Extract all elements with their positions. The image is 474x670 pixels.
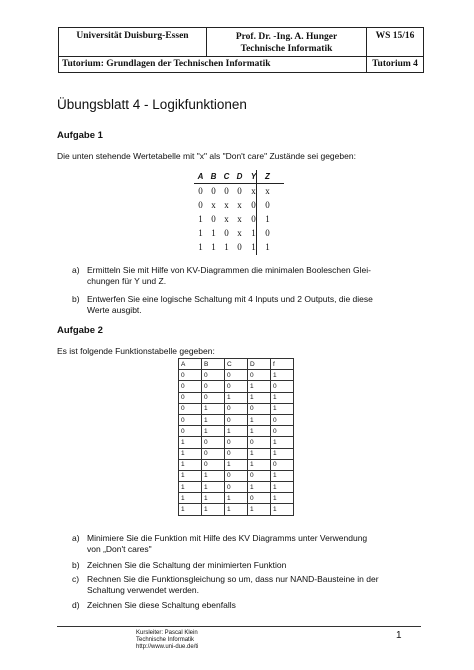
truth-table-1-header-cell: C [223, 172, 230, 181]
function-table-cell: 1 [179, 448, 202, 459]
function-table-header-cell: C [225, 359, 248, 370]
task1-heading: Aufgabe 1 [57, 130, 103, 141]
semester: WS 15/16 [375, 31, 415, 41]
function-table-cell: 1 [225, 493, 248, 504]
item-text-line1: Minimiere Sie die Funktion mit Hilfe des KV Diagramms unter Verwendung [87, 533, 368, 543]
item-text-line1: Zeichnen Sie die Schaltung der minimierten Funktion [87, 560, 287, 570]
function-table-cell: 1 [271, 504, 294, 515]
item-text-line2: Schaltung verwendet werden. [87, 584, 199, 595]
truth-table-1-cell: 0 [251, 200, 256, 210]
function-table-cell: 0 [202, 381, 225, 392]
function-table-row [179, 426, 294, 437]
truth-table-1-divider [256, 170, 257, 255]
function-table-cell: 1 [202, 504, 225, 515]
function-table-cell: 1 [271, 493, 294, 504]
function-table-row [179, 370, 294, 381]
function-table-cell: 1 [248, 392, 271, 403]
function-table-cell: 1 [202, 482, 225, 493]
function-table-row [179, 392, 294, 403]
function-table-cell: 0 [225, 448, 248, 459]
function-table-cell: 1 [248, 504, 271, 515]
truth-table-1-cell: 1 [198, 242, 203, 252]
function-table [178, 358, 294, 516]
function-table-cell: 0 [202, 437, 225, 448]
truth-table-1-header [194, 170, 284, 184]
function-table-cell: 1 [179, 504, 202, 515]
function-table-cell: 1 [248, 426, 271, 437]
function-table-cell: 0 [225, 403, 248, 414]
function-table-cell: 1 [225, 392, 248, 403]
function-table-cell: 0 [225, 437, 248, 448]
truth-table-1-cell: 1 [224, 242, 229, 252]
item-text-line1: Ermitteln Sie mit Hilfe von KV-Diagrammen die minimalen Booleschen Glei- [87, 265, 371, 275]
function-table-row [179, 504, 294, 515]
task2-item-c [72, 574, 422, 596]
truth-table-1-cell: 1 [251, 228, 256, 238]
truth-table-1-header-cell: Z [265, 172, 270, 181]
function-table-header-cell: f [271, 359, 294, 370]
truth-table-1-cell: 0 [251, 214, 256, 224]
sheet-title: Übungsblatt 4 - Logikfunktionen [57, 97, 247, 112]
truth-table-1-cell: x [237, 228, 242, 238]
function-table-row [179, 482, 294, 493]
function-table-cell: 1 [248, 448, 271, 459]
function-table-cell: 1 [179, 459, 202, 470]
truth-table-1-cell: 1 [251, 242, 256, 252]
footer-divider [57, 626, 421, 627]
task2-intro: Es ist folgende Funktionstabelle gegeben: [57, 346, 215, 356]
item-text-line1: Zeichnen Sie diese Schaltung ebenfalls [87, 600, 236, 610]
truth-table-1-cell: x [224, 200, 229, 210]
function-table-cell: 0 [225, 381, 248, 392]
function-table-cell: 0 [179, 381, 202, 392]
function-table-cell: 0 [248, 437, 271, 448]
task2-heading: Aufgabe 2 [57, 325, 103, 336]
task1-item-b [72, 294, 422, 316]
function-table-row [179, 493, 294, 504]
function-table-cell: 0 [271, 459, 294, 470]
function-table-cell: 1 [271, 403, 294, 414]
header-row-2 [59, 56, 423, 73]
truth-table-1-cell: x [237, 214, 242, 224]
function-table-cell: 1 [248, 381, 271, 392]
truth-table-1-row [194, 240, 284, 254]
function-table-cell: 0 [271, 381, 294, 392]
truth-table-1-cell: x [237, 200, 242, 210]
truth-table-1-cell: 0 [224, 186, 229, 196]
function-table-cell: 0 [225, 414, 248, 425]
truth-table-1-row [194, 212, 284, 226]
truth-table-1-cell: 1 [198, 228, 203, 238]
function-table-cell: 1 [248, 414, 271, 425]
truth-table-1-cell: 1 [265, 214, 270, 224]
function-table-cell: 0 [248, 470, 271, 481]
function-table-cell: 0 [202, 392, 225, 403]
university-name: Universität Duisburg-Essen [59, 28, 207, 56]
function-table-cell: 0 [179, 403, 202, 414]
function-table-cell: 1 [271, 437, 294, 448]
truth-table-1-cell: 0 [265, 200, 270, 210]
item-marker: d) [72, 600, 80, 610]
function-table-cell: 1 [179, 437, 202, 448]
truth-table-1-row [194, 184, 284, 198]
function-table-cell: 1 [271, 392, 294, 403]
function-table-cell: 0 [248, 403, 271, 414]
truth-table-1-header-cell: B [210, 172, 217, 181]
truth-table-1-cell: x [265, 186, 270, 196]
function-table-cell: 1 [248, 459, 271, 470]
function-table-cell: 0 [248, 493, 271, 504]
function-table-header-cell: D [248, 359, 271, 370]
tutorium-number: Tutorium 4 [372, 59, 418, 69]
item-text-line2: chungen für Y und Z. [87, 275, 167, 286]
function-table-cell: 0 [225, 370, 248, 381]
truth-table-1-cell: 0 [237, 186, 242, 196]
function-table-cell: 0 [225, 470, 248, 481]
function-table-row [179, 459, 294, 470]
function-table-cell: 1 [202, 426, 225, 437]
page-number: 1 [396, 630, 402, 641]
function-table-cell: 1 [179, 482, 202, 493]
function-table-row [179, 448, 294, 459]
function-table-cell: 1 [225, 426, 248, 437]
function-table-cell: 1 [225, 459, 248, 470]
function-table-cell: 1 [271, 448, 294, 459]
item-text-line1: Entwerfen Sie eine logische Schaltung mit 4 Inputs und 2 Outputs, die diese [87, 294, 373, 304]
function-table-cell: 0 [202, 370, 225, 381]
function-table-cell: 0 [179, 414, 202, 425]
task1-intro: Die unten stehende Wertetabelle mit "x" als "Don't care" Zustände sei gegeben: [57, 151, 356, 161]
function-table-header [179, 359, 294, 370]
item-marker: a) [72, 533, 80, 543]
function-table-cell: 0 [271, 426, 294, 437]
function-table-cell: 1 [202, 403, 225, 414]
truth-table-1-cell: 1 [211, 228, 216, 238]
truth-table-1-cell: 1 [211, 242, 216, 252]
function-table-cell: 1 [202, 470, 225, 481]
truth-table-1-row [194, 198, 284, 212]
function-table-row [179, 403, 294, 414]
truth-table-1-cell: 1 [198, 214, 203, 224]
task2-item-a [72, 533, 422, 555]
course-name: Tutorium: Grundlagen der Technischen Informatik [59, 57, 367, 73]
function-table-cell: 0 [202, 448, 225, 459]
truth-table-1-cell: 0 [211, 186, 216, 196]
truth-table-1-header-cell: D [236, 172, 243, 181]
professor-name: Prof. Dr. -Ing. A. Hunger [235, 32, 338, 42]
item-marker: b) [72, 560, 80, 570]
function-table-cell: 1 [179, 493, 202, 504]
department-name: Technische Informatik [240, 44, 333, 54]
function-table-cell: 0 [179, 370, 202, 381]
function-table-cell: 0 [225, 482, 248, 493]
task2-item-b [72, 560, 422, 571]
function-table-row [179, 381, 294, 392]
function-table-row [179, 414, 294, 425]
item-text-line1: Rechnen Sie die Funktionsgleichung so um, dass nur NAND-Bausteine in der [87, 574, 379, 584]
truth-table-1-cell: x [211, 200, 216, 210]
truth-table-1-header-cell: Y [250, 172, 257, 181]
item-text-line2: von „Don't cares" [87, 543, 152, 554]
function-table-cell: 0 [271, 414, 294, 425]
truth-table-1-cell: 0 [224, 228, 229, 238]
function-table-header-cell: A [179, 359, 202, 370]
truth-table-1-cell: 0 [198, 186, 203, 196]
footer-url[interactable]: http://www.uni-due.de/ti [136, 644, 199, 650]
function-table-cell: 1 [202, 414, 225, 425]
footer-instructor: Kursleiter: Pascal Klein [136, 630, 198, 636]
truth-table-1-cell: 0 [265, 228, 270, 238]
truth-table-1 [194, 170, 284, 254]
function-table-row [179, 437, 294, 448]
function-table-cell: 0 [179, 426, 202, 437]
truth-table-1-row [194, 226, 284, 240]
function-table-row [179, 470, 294, 481]
item-marker: b) [72, 294, 80, 304]
item-marker: c) [72, 574, 80, 584]
function-table-cell: 0 [179, 392, 202, 403]
footer-info [136, 630, 198, 651]
truth-table-1-cell: 1 [265, 242, 270, 252]
function-table-cell: 1 [225, 504, 248, 515]
function-table-cell: 1 [179, 470, 202, 481]
truth-table-1-cell: x [224, 214, 229, 224]
function-table-cell: 1 [271, 482, 294, 493]
professor-cell [207, 28, 367, 56]
function-table-cell: 1 [202, 493, 225, 504]
function-table-cell: 0 [248, 370, 271, 381]
header-box [58, 27, 424, 73]
truth-table-1-cell: 0 [237, 242, 242, 252]
truth-table-1-cell: 0 [198, 200, 203, 210]
item-text-line2: Werte ausgibt. [87, 304, 142, 315]
footer-department: Technische Informatik [136, 637, 195, 643]
task2-item-d [72, 600, 422, 611]
function-table-cell: 1 [271, 370, 294, 381]
function-table-header-cell: B [202, 359, 225, 370]
task1-item-a [72, 265, 422, 287]
item-marker: a) [72, 265, 80, 275]
truth-table-1-cell: x [251, 186, 256, 196]
truth-table-1-cell: 0 [211, 214, 216, 224]
function-table-cell: 1 [248, 482, 271, 493]
function-table-cell: 1 [271, 470, 294, 481]
truth-table-1-header-cell: A [197, 172, 204, 181]
function-table-cell: 0 [202, 459, 225, 470]
